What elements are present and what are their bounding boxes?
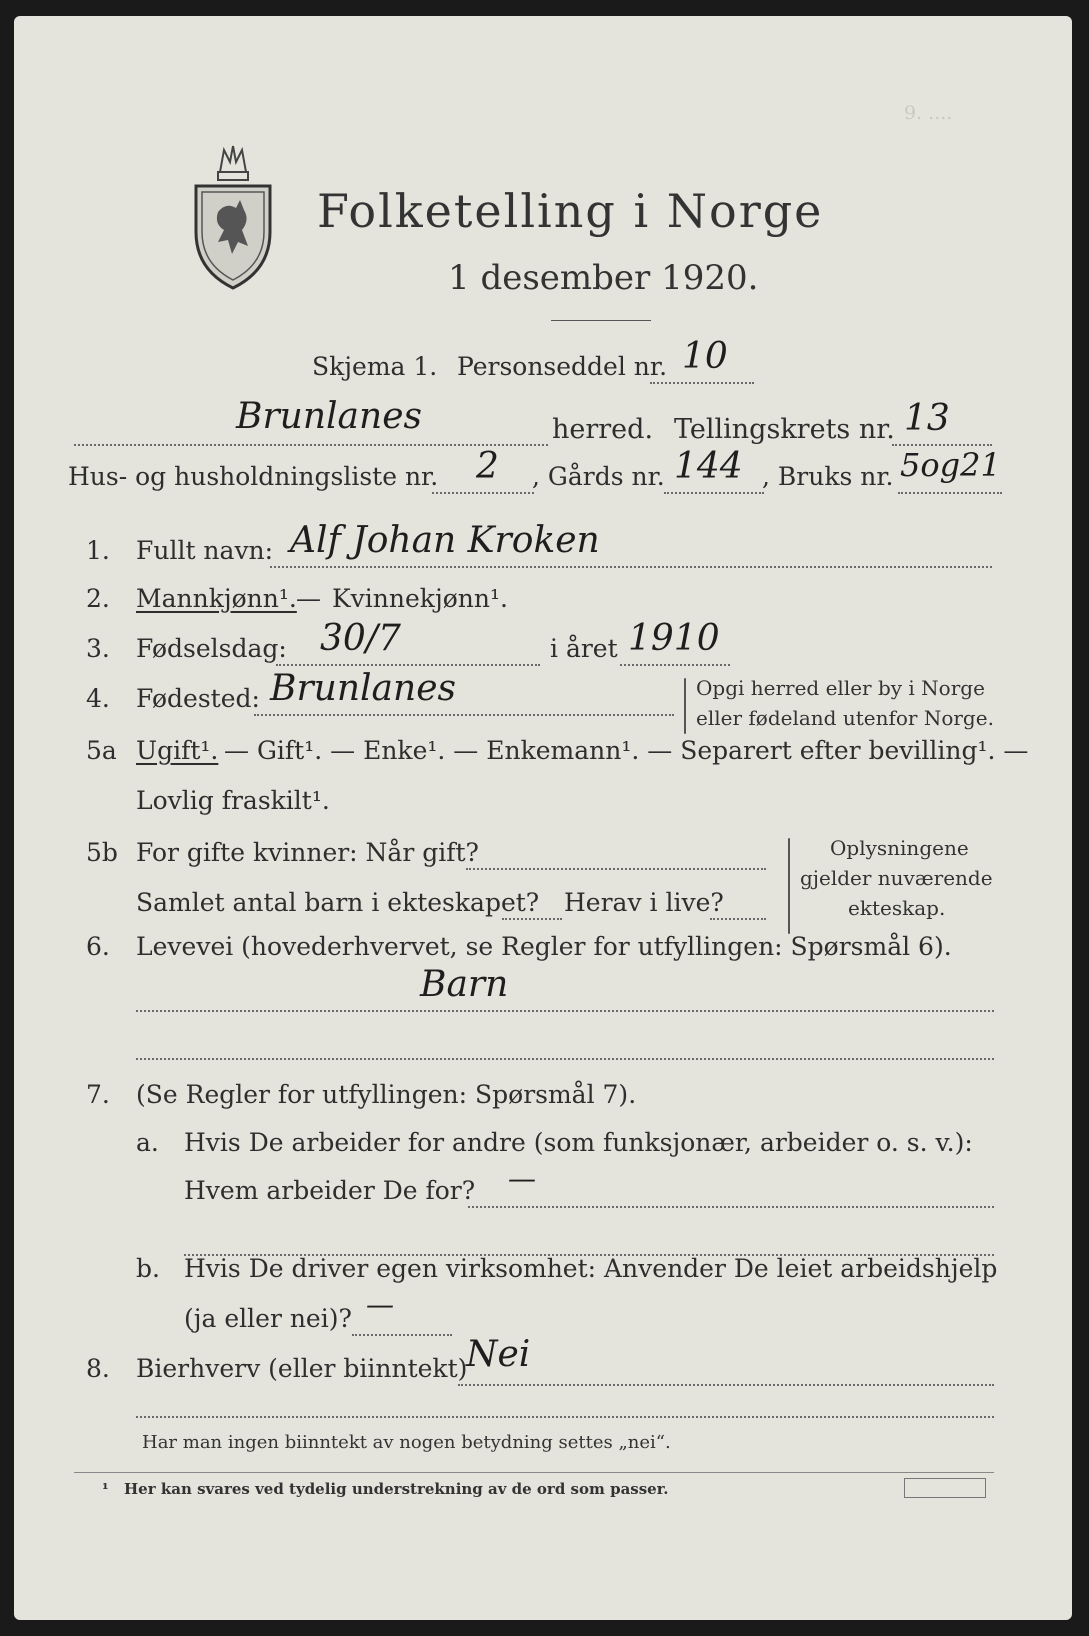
gards-label: , Gårds nr. xyxy=(532,462,665,491)
aret-label: i året xyxy=(550,634,618,663)
lovlig-fraskilt-option[interactable]: Lovlig fraskilt¹. xyxy=(136,786,330,815)
bruks-value[interactable]: 5og21 xyxy=(900,446,1001,484)
children-count-field-line xyxy=(502,918,562,920)
side-income-instruction: Har man ingen biinntekt av nogen betydning settes „nei“. xyxy=(142,1432,671,1453)
footnote-rule xyxy=(74,1472,994,1473)
bruks-label: , Bruks nr. xyxy=(762,462,894,491)
census-date: 1 desember 1920. xyxy=(448,258,759,298)
q5a-number: 5a xyxy=(86,736,117,765)
alive-count-field-line xyxy=(710,918,766,920)
marriage-note-line2: gjelder nuværende xyxy=(800,866,993,890)
q5b-alive-label: Herav i live? xyxy=(564,888,724,917)
personseddel-label: Personseddel nr. xyxy=(457,352,668,381)
q3-number: 3. xyxy=(86,634,110,663)
q2-separator: — xyxy=(296,584,321,613)
bruks-field-line xyxy=(898,492,1002,494)
q4-label: Fødested: xyxy=(136,684,260,713)
q7-label: (Se Regler for utfyllingen: Spørsmål 7). xyxy=(136,1080,637,1109)
mannkjonn-option[interactable]: Mannkjønn¹. xyxy=(136,584,297,613)
livelihood-value[interactable]: Barn xyxy=(420,964,509,1005)
side-income-field-line xyxy=(458,1384,994,1386)
q7-number: 7. xyxy=(86,1080,110,1109)
marriage-note-line1: Oplysningene xyxy=(830,836,969,860)
married-date-field-line xyxy=(466,868,766,870)
q5b-children-label: Samlet antal barn i ekteskapet? xyxy=(136,888,540,917)
hired-help-value[interactable]: — xyxy=(366,1288,394,1321)
side-income-extra-line xyxy=(136,1416,994,1418)
birthday-field-line xyxy=(276,664,540,666)
q7b-line1: Hvis De driver egen virksomhet: Anvender De leiet arbeidshjelp xyxy=(184,1254,998,1283)
husholdningsliste-value[interactable]: 2 xyxy=(476,446,499,487)
q7b-letter: b. xyxy=(136,1254,160,1283)
q6-label: Levevei (hovederhvervet, se Regler for utfyllingen: Spørsmål 6). xyxy=(136,932,952,961)
ugift-option[interactable]: Ugift¹. xyxy=(136,736,219,765)
herred-value[interactable]: Brunlanes xyxy=(236,396,422,437)
coat-of-arms-icon xyxy=(190,142,276,292)
footnote-text: Her kan svares ved tydelig understrekning av de ord som passer. xyxy=(124,1480,669,1498)
tellingskrets-value[interactable]: 13 xyxy=(904,398,950,439)
marriage-note-line3: ekteskap. xyxy=(848,896,946,920)
tellingskrets-label: Tellingskrets nr. xyxy=(674,414,895,445)
birthplace-value[interactable]: Brunlanes xyxy=(270,668,456,709)
gards-value[interactable]: 144 xyxy=(674,446,743,487)
q4-number: 4. xyxy=(86,684,110,713)
employer-field-line xyxy=(468,1206,994,1208)
kvinnekjonn-option[interactable]: Kvinnekjønn¹. xyxy=(332,584,508,613)
employer-value[interactable]: — xyxy=(508,1162,536,1195)
q1-field-line xyxy=(270,566,992,568)
birthplace-field-line xyxy=(254,714,674,716)
q3-label: Fødselsdag: xyxy=(136,634,287,663)
form-title: Folketelling i Norge xyxy=(317,184,824,238)
q7a-letter: a. xyxy=(136,1128,159,1157)
q1-label: Fullt navn: xyxy=(136,536,274,565)
census-form-sheet xyxy=(14,16,1072,1620)
livelihood-field-line xyxy=(136,1010,994,1012)
q7a-line1: Hvis De arbeider for andre (som funksjonær, arbeider o. s. v.): xyxy=(184,1128,973,1157)
birthplace-note-line1: Opgi herred eller by i Norge xyxy=(696,676,985,700)
full-name-value[interactable]: Alf Johan Kroken xyxy=(290,520,600,561)
printer-stamp xyxy=(904,1478,986,1498)
q7b-line2: (ja eller nei)? xyxy=(184,1304,352,1333)
personseddel-value[interactable]: 10 xyxy=(682,336,728,377)
birthplace-note-brace xyxy=(684,678,686,734)
q5b-number: 5b xyxy=(86,838,118,867)
q8-label: Bierhverv (eller biinntekt) xyxy=(136,1354,468,1383)
hired-help-field-line xyxy=(352,1334,452,1336)
q2-number: 2. xyxy=(86,584,110,613)
q8-number: 8. xyxy=(86,1354,110,1383)
husholdningsliste-label: Hus- og husholdningsliste nr. xyxy=(68,462,439,491)
q5b-married-label: For gifte kvinner: Når gift? xyxy=(136,838,479,867)
birth-year-value[interactable]: 1910 xyxy=(628,618,720,659)
personseddel-field-line xyxy=(650,382,754,384)
footnote-mark: ¹ xyxy=(102,1480,109,1498)
bleed-through-text: 9. .... xyxy=(904,102,953,124)
q6-number: 6. xyxy=(86,932,110,961)
birthplace-note-line2: eller fødeland utenfor Norge. xyxy=(696,706,994,730)
marital-status-options[interactable]: — Gift¹. — Enke¹. — Enkemann¹. — Separert efter bevilling¹. — xyxy=(224,736,1029,765)
marriage-note-brace xyxy=(788,838,790,934)
skjema-label: Skjema 1. xyxy=(312,352,438,381)
gards-field-line xyxy=(664,492,764,494)
husholdningsliste-field-line xyxy=(432,492,534,494)
birth-year-field-line xyxy=(620,664,730,666)
title-rule xyxy=(551,320,651,321)
q7a-line2: Hvem arbeider De for? xyxy=(184,1176,476,1205)
birthday-value[interactable]: 30/7 xyxy=(320,618,401,659)
herred-label: herred. xyxy=(552,414,654,445)
livelihood-extra-line xyxy=(136,1058,994,1060)
q1-number: 1. xyxy=(86,536,110,565)
side-income-value[interactable]: Nei xyxy=(466,1334,531,1375)
